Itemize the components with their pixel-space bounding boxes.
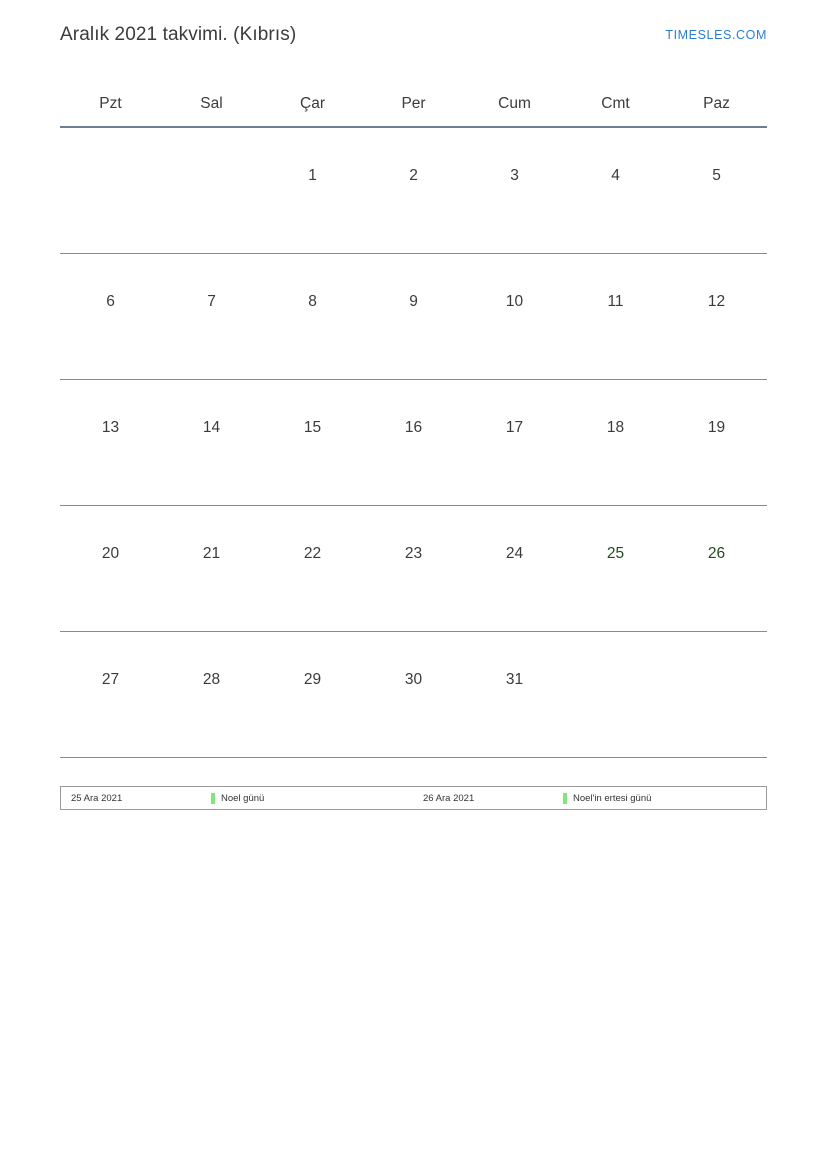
day-number: 25 xyxy=(606,545,625,562)
day-number: 27 xyxy=(101,671,120,688)
day-number: 7 xyxy=(207,293,216,310)
day-number: 28 xyxy=(202,671,221,688)
day-number: 19 xyxy=(707,419,726,436)
day-number: 15 xyxy=(303,419,322,436)
day-number: 23 xyxy=(404,545,423,562)
day-number: 9 xyxy=(409,293,418,310)
page-header xyxy=(60,18,767,52)
day-cell[interactable] xyxy=(161,632,262,758)
page-title: Aralık 2021 takvimi. (Kıbrıs) xyxy=(60,24,297,45)
day-cell-weekend[interactable] xyxy=(666,127,767,254)
day-cell-empty xyxy=(666,632,767,758)
day-cell-weekend[interactable] xyxy=(666,380,767,506)
day-number: 30 xyxy=(404,671,423,688)
day-number: 18 xyxy=(606,419,625,436)
brand-link[interactable]: TIMESLES.COM xyxy=(665,28,767,42)
day-cell[interactable] xyxy=(363,127,464,254)
legend-entry xyxy=(61,793,413,804)
day-cell-weekend[interactable] xyxy=(565,127,666,254)
day-cell[interactable] xyxy=(60,632,161,758)
day-cell[interactable] xyxy=(464,506,565,632)
day-cell[interactable] xyxy=(161,254,262,380)
day-cell-empty xyxy=(565,632,666,758)
holiday-color-swatch-icon xyxy=(211,793,215,804)
calendar-week-row xyxy=(60,380,767,506)
weekday-header-sun: Paz xyxy=(666,82,767,127)
weekday-header-thu: Per xyxy=(363,82,464,127)
day-number: 6 xyxy=(106,293,115,310)
holiday-legend xyxy=(60,786,767,810)
day-number: 3 xyxy=(510,167,519,184)
day-cell-holiday[interactable] xyxy=(666,506,767,632)
calendar-week-row xyxy=(60,254,767,380)
day-cell-weekend[interactable] xyxy=(565,380,666,506)
day-number: 8 xyxy=(308,293,317,310)
day-number: 29 xyxy=(303,671,322,688)
day-cell[interactable] xyxy=(464,254,565,380)
day-number xyxy=(565,632,666,672)
day-number: 16 xyxy=(404,419,423,436)
day-cell xyxy=(60,127,161,254)
day-cell[interactable] xyxy=(464,127,565,254)
legend-holiday-name: Noel günü xyxy=(221,792,265,804)
day-number: 14 xyxy=(202,419,221,436)
day-cell[interactable] xyxy=(363,254,464,380)
day-number: 22 xyxy=(303,545,322,562)
day-cell[interactable] xyxy=(262,632,363,758)
weekday-header-row xyxy=(60,82,767,127)
day-number: 13 xyxy=(101,419,120,436)
weekday-header-wed: Çar xyxy=(262,82,363,127)
weekday-header-tue: Sal xyxy=(161,82,262,127)
day-cell-weekend[interactable] xyxy=(565,254,666,380)
day-number: 10 xyxy=(505,293,524,310)
day-cell[interactable] xyxy=(262,127,363,254)
day-cell[interactable] xyxy=(363,632,464,758)
day-number: 1 xyxy=(308,167,317,184)
day-cell[interactable] xyxy=(363,506,464,632)
holiday-color-swatch-icon xyxy=(563,793,567,804)
weekday-header-fri: Cum xyxy=(464,82,565,127)
day-number: 11 xyxy=(607,293,624,310)
day-number xyxy=(666,632,767,672)
day-cell[interactable] xyxy=(464,632,565,758)
day-number: 20 xyxy=(101,545,120,562)
day-cell[interactable] xyxy=(60,254,161,380)
day-number xyxy=(161,128,262,168)
day-number: 12 xyxy=(707,293,726,310)
day-number: 21 xyxy=(202,545,221,562)
day-number: 26 xyxy=(707,545,726,562)
day-number: 4 xyxy=(611,167,620,184)
day-number: 2 xyxy=(409,167,418,184)
calendar-week-row xyxy=(60,506,767,632)
calendar-table xyxy=(60,82,767,758)
calendar-week-row xyxy=(60,127,767,254)
day-cell[interactable] xyxy=(363,380,464,506)
legend-date: 25 Ara 2021 xyxy=(71,792,123,804)
calendar-head xyxy=(60,82,767,127)
day-cell[interactable] xyxy=(464,380,565,506)
day-cell[interactable] xyxy=(161,380,262,506)
day-number: 24 xyxy=(505,545,524,562)
day-cell[interactable] xyxy=(60,506,161,632)
weekday-header-mon: Pzt xyxy=(60,82,161,127)
day-cell-holiday[interactable] xyxy=(565,506,666,632)
day-cell-weekend[interactable] xyxy=(666,254,767,380)
day-cell[interactable] xyxy=(262,380,363,506)
legend-holiday-name: Noel'in ertesi günü xyxy=(573,792,652,804)
day-cell[interactable] xyxy=(161,506,262,632)
day-number: 17 xyxy=(505,419,524,436)
day-cell[interactable] xyxy=(60,380,161,506)
legend-date: 26 Ara 2021 xyxy=(423,792,475,804)
day-cell xyxy=(161,127,262,254)
calendar-grid-container xyxy=(60,82,767,758)
weekday-header-sat: Cmt xyxy=(565,82,666,127)
legend-entry xyxy=(413,793,651,804)
day-number: 31 xyxy=(505,671,524,688)
day-number xyxy=(60,128,161,168)
day-number: 5 xyxy=(712,167,721,184)
calendar-week-row xyxy=(60,632,767,758)
day-cell[interactable] xyxy=(262,506,363,632)
day-cell[interactable] xyxy=(262,254,363,380)
calendar-body xyxy=(60,127,767,758)
